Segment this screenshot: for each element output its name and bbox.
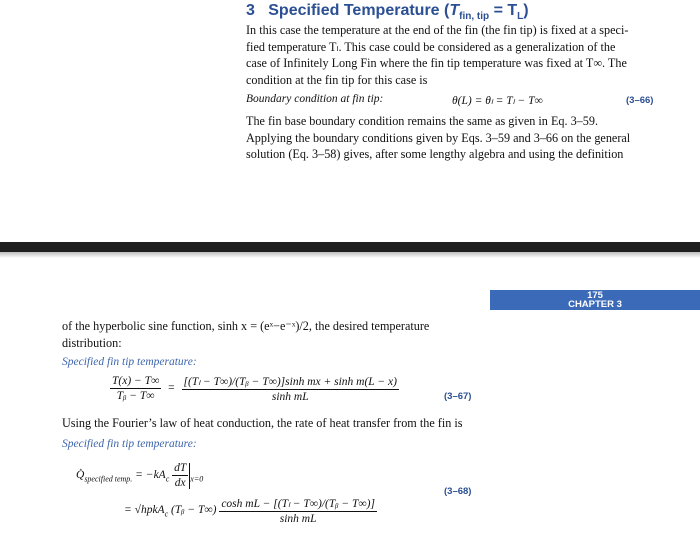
equation-3-67 [110,374,399,403]
eq68-lhs-text: = −kA [132,469,166,482]
text-line: distribution: [62,335,122,350]
page-header-box [490,290,700,310]
page-divider [0,242,700,252]
page-divider-shadow [0,252,700,258]
equation-3-68-line1: $Q̇_{specified temp.} = -kA_c$ $\frac{dT}{dx}$ $_{x=0}$ [76,462,204,489]
equation-number-3-66: (3–66) [626,95,654,106]
eq67-rhs-denominator: sinh mL [271,391,309,403]
boundary-condition-label: Boundary condition at fin tip: [246,93,384,105]
text-line: Applying the boundary conditions given by Eqs. 3–59 and 3–66 on the general [246,130,631,145]
section-title: Specified Temperature $(T_{fin, tip} = T_L)$ [268,2,529,23]
eq68-fraction-denominator: sinh mL [279,513,317,525]
eq68-temp-diff: (Tᵦ − T∞) [171,504,217,517]
eq68-fraction [219,496,377,525]
section-number: 3 [246,2,255,19]
text-line: case of Infinitely Long Fin where the fin tip temperature was fixed at T∞. The [246,56,627,70]
equation-number-3-68: (3–68) [444,486,472,497]
derivative-fraction [172,462,188,489]
eq68-sqrt-term: = √hpkA [124,504,165,517]
paragraph-boundary [246,113,658,163]
text-line: In this case the temperature at the end of the fin (the fin tip) is fixed at a speci- [246,23,629,37]
derivative-denominator: dx [174,477,186,489]
equals-sign: = [168,382,175,395]
label-specified-fin-tip-1: Specified fin tip temperature: [62,356,197,368]
text-line: Using the Fourier’s law of heat conduction, the rate of heat transfer from the fin is [62,416,463,430]
boundary-condition-equation: θ(L) = θₗ = Tₗ − T∞ [452,95,543,107]
equation-number-3-67: (3–67) [444,391,472,402]
eq67-rhs-numerator: [(Tₗ − T∞)/(Tᵦ − T∞)]sinh mx + sinh m(L − x) [183,376,397,388]
chapter-label: CHAPTER 3 [568,299,622,310]
text-line: of the hyperbolic sine function, sinh x = (eˣ−e⁻ˣ)/2, the desired temperature [62,319,430,333]
text-line: solution (Eq. 3–58) gives, after some lengthy algebra and using the definition [246,147,624,161]
paragraph-hyperbolic [62,318,477,351]
paragraph-intro [246,22,658,88]
paragraph-fourier [62,415,477,432]
eq67-lhs-fraction [110,375,161,402]
heat-rate-symbol: Q̇ [76,469,85,482]
evaluation-point: x=0 [190,474,204,484]
page-number: 175 [587,290,603,301]
section-heading [246,2,529,22]
text-line: fied temperature Tₗ. This case could be considered as a generalization of the [246,39,616,54]
text-line: condition at the fin tip for this case is [246,72,428,87]
eq67-rhs-fraction [182,374,399,403]
text-line: The fin base boundary condition remains the same as given in Eq. 3–59. [246,114,598,128]
eq68-fraction-numerator: cosh mL − [(Tₗ − T∞)/(Tᵦ − T∞)] [221,498,375,510]
derivative-numerator: dT [174,462,187,474]
equation-3-68-line2: = √hpkA$_c$ (Tᵦ − T∞) $\frac{\text{cosh mL − [(Tₗ − T∞)/(Tᵦ − T∞)]}}{\text{sinh mL}}$ [124,498,375,525]
eq67-lhs-denominator: Tᵦ − T∞ [116,390,155,402]
eq67-lhs-numerator: T(x) − T∞ [112,375,160,387]
heat-rate-subscript: specified temp. [84,474,133,484]
label-specified-fin-tip-2: Specified fin tip temperature: [62,438,197,450]
